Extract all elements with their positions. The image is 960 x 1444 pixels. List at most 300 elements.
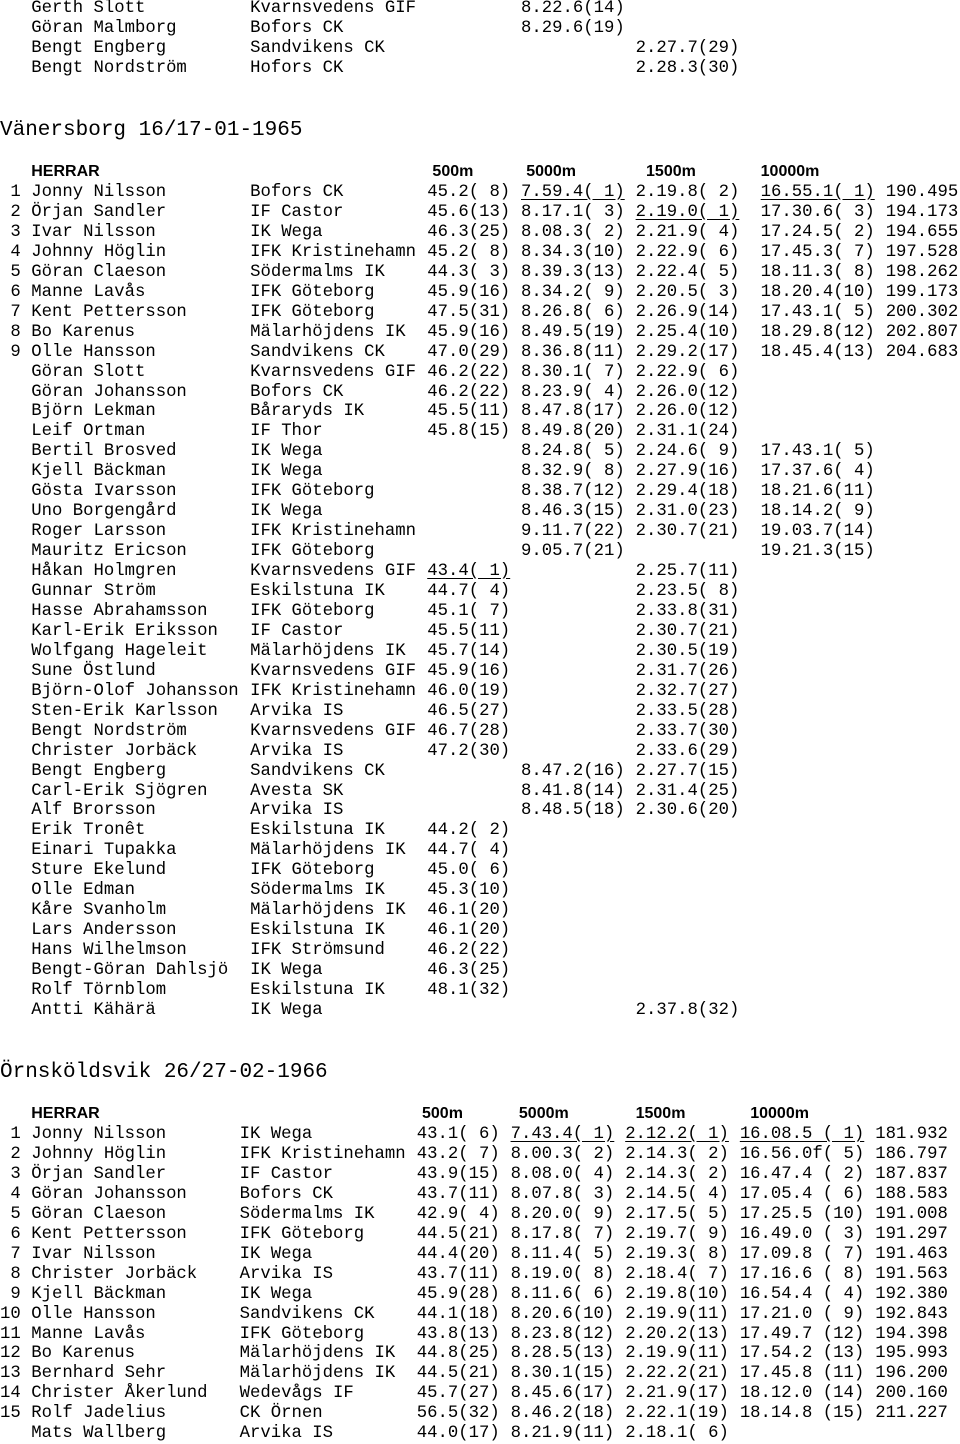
athlete-cell: Göran Malmborg [31,18,177,38]
club-cell: Eskilstuna IK [250,981,385,1000]
athlete-cell: Sten-Erik Karlsson [31,701,218,721]
points-cell: 198.262 [885,262,959,282]
rank-cell: 15 [0,1404,21,1424]
t1500-cell: 2.26.0(12) [635,402,740,422]
athlete-cell: Manne Lavås [31,282,146,302]
t10000-cell: 17.45.8 (11) [739,1364,865,1384]
club-cell: Eskilstuna IK [250,921,385,941]
athlete-cell: Göran Johansson [31,382,187,402]
t500-cell: 44.4(20) [416,1244,500,1264]
section-title: Örnsköldsvik 26/27-02-1966 [0,1061,328,1084]
athlete-cell: Ivar Nilsson [31,222,156,242]
points-cell: 199.173 [885,282,959,302]
athlete-cell: Gerth Slott [31,0,146,18]
club-cell: Kvarnsvedens GIF [250,721,417,741]
t5000-cell: 7.43.4( 1) [510,1125,615,1144]
t1500-cell: 2.22.2(21) [625,1364,729,1384]
athlete-cell: Johnny Höglin [31,242,167,262]
club-cell: Kvarnsvedens GIF [250,0,417,18]
t1500-cell: 2.31.4(25) [635,781,740,801]
rank-cell: 7 [10,302,21,322]
t500-cell: 47.5(31) [427,302,511,322]
header-5000m: 5000m [518,1105,569,1122]
rank-cell: 1 [10,1125,21,1144]
points-cell: 191.297 [875,1224,948,1244]
t10000-cell: 17.24.5( 2) [760,222,875,242]
t10000-cell: 19.03.7(14) [760,522,875,542]
club-cell: IFK Kristinehamn [239,1144,406,1164]
club-cell: Arvika IS [239,1264,333,1284]
athlete-cell: Björn-Olof Johansson [31,681,239,701]
athlete-cell: Christer Jorbäck [31,1264,198,1284]
t10000-cell: 18.14.8 (15) [739,1404,865,1424]
club-cell: Bofors CK [250,18,344,38]
club-cell: Arvika IS [250,741,344,761]
rank-cell: 13 [0,1364,21,1384]
t5000-cell: 8.11.6( 6) [510,1284,615,1304]
t5000-cell: 8.00.3( 2) [510,1144,615,1164]
athlete-cell: Bengt Nordström [31,721,187,741]
club-cell: IF Castor [250,621,344,641]
t10000-cell: 16.49.0 ( 3) [739,1224,865,1244]
t1500-cell: 2.18.1( 6) [625,1424,729,1444]
athlete-cell: Bengt Engberg [31,38,167,58]
t500-cell: 45.1( 7) [427,601,511,621]
t10000-cell: 18.29.8(12) [760,322,875,342]
t1500-cell: 2.37.8(32) [635,1000,740,1020]
t1500-cell: 2.20.5( 3) [635,282,740,302]
athlete-cell: Manne Lavås [31,1324,146,1344]
t10000-cell: 16.56.0f( 5) [739,1144,865,1164]
club-cell: Avesta SK [250,781,344,801]
t500-cell: 45.9(16) [427,661,511,681]
t5000-cell: 8.08.3( 2) [521,222,625,242]
t500-cell: 46.1(20) [427,901,511,921]
rank-cell: 5 [10,262,21,282]
points-cell: 200.160 [875,1384,948,1404]
athlete-cell: Carl-Erik Sjögren [31,781,208,801]
club-cell: IFK Strömsund [250,941,385,961]
rank-cell: 12 [0,1344,21,1364]
club-cell: Mälarhöjdens IK [250,641,406,661]
t10000-cell: 18.20.4(10) [760,282,875,302]
athlete-cell: Olle Edman [31,881,135,901]
t1500-cell: 2.25.7(11) [635,562,740,582]
t10000-cell: 17.43.1( 5) [760,302,875,322]
t1500-cell: 2.27.7(29) [635,38,740,58]
t500-cell: 44.1(18) [416,1304,500,1324]
athlete-cell: Lars Andersson [31,921,177,941]
athlete-cell: Jonny Nilsson [31,183,167,202]
athlete-cell: Gösta Ivarsson [31,482,177,502]
club-cell: Sandvikens CK [250,761,385,781]
t500-cell: 45.9(16) [427,322,511,342]
t1500-cell: 2.19.9(11) [625,1304,729,1324]
club-cell: Arvika IS [239,1424,333,1444]
club-cell: Kvarnsvedens GIF [250,661,417,681]
points-cell: 194.398 [875,1324,948,1344]
t5000-cell: 8.19.0( 8) [510,1264,615,1284]
athlete-cell: Leif Ortman [31,422,146,442]
t5000-cell: 8.30.1(15) [510,1364,615,1384]
athlete-cell: Björn Lekman [31,402,156,422]
rank-cell: 2 [10,1144,21,1164]
athlete-cell: Mauritz Ericson [31,542,187,562]
athlete-cell: Olle Hansson [31,342,156,362]
t5000-cell: 8.23.9( 4) [521,382,625,402]
t500-cell: 43.2( 7) [416,1144,500,1164]
t500-cell: 46.2(22) [427,941,511,961]
rank-cell: 4 [10,1184,21,1204]
club-cell: IF Thor [250,422,323,442]
t5000-cell: 8.08.0( 4) [510,1164,615,1184]
t500-cell: 46.5(27) [427,701,511,721]
t1500-cell: 2.18.4( 7) [625,1264,729,1284]
athlete-cell: Roger Larsson [31,522,167,542]
points-cell: 202.807 [885,322,959,342]
club-cell: Eskilstuna IK [250,821,385,841]
t10000-cell: 17.05.4 ( 6) [739,1184,865,1204]
club-cell: IF Castor [239,1164,333,1184]
athlete-cell: Karl-Erik Eriksson [31,621,218,641]
points-cell: 211.227 [875,1404,948,1424]
club-cell: Mälarhöjdens IK [250,901,406,921]
t1500-cell: 2.30.5(19) [635,641,740,661]
club-cell: IFK Kristinehamn [250,522,417,542]
t500-cell: 45.7(14) [427,641,511,661]
points-cell: 200.302 [885,302,959,322]
athlete-cell: Göran Claeson [31,262,167,282]
t5000-cell: 7.59.4( 1) [521,183,625,202]
rank-cell: 6 [10,282,21,302]
t5000-cell: 8.07.8( 3) [510,1184,615,1204]
athlete-cell: Bengt Engberg [31,761,167,781]
club-cell: Bofors CK [250,382,344,402]
t10000-cell: 17.09.8 ( 7) [739,1244,865,1264]
header-5000m: 5000m [526,163,577,180]
club-cell: Sandvikens CK [250,38,385,58]
t5000-cell: 8.38.7(12) [521,482,625,502]
athlete-cell: Örjan Sandler [31,202,167,222]
t1500-cell: 2.23.5( 8) [635,582,740,601]
t500-cell: 44.0(17) [416,1424,500,1444]
t500-cell: 48.1(32) [427,981,511,1000]
t1500-cell: 2.26.9(14) [635,302,740,322]
athlete-cell: Bo Karenus [31,1344,135,1364]
rank-cell: 8 [10,1264,21,1284]
t10000-cell: 17.43.1( 5) [760,442,875,462]
t500-cell: 43.1( 6) [416,1125,500,1144]
t500-cell: 44.7( 4) [427,841,511,861]
athlete-cell: Christer Jorbäck [31,741,198,761]
club-cell: Mälarhöjdens IK [250,322,406,342]
t1500-cell: 2.24.6( 9) [635,442,740,462]
t500-cell: 44.8(25) [416,1344,500,1364]
club-cell: IFK Göteborg [250,302,375,322]
t500-cell: 44.7( 4) [427,582,511,601]
t1500-cell: 2.21.9( 4) [635,222,740,242]
club-cell: IFK Göteborg [250,601,375,621]
points-cell: 191.563 [875,1264,948,1284]
club-cell: IFK Göteborg [250,482,375,502]
rank-cell: 6 [10,1224,21,1244]
athlete-cell: Göran Slott [31,362,146,382]
athlete-cell: Kent Pettersson [31,1224,187,1244]
t10000-cell: 18.12.0 (14) [739,1384,865,1404]
t500-cell: 45.9(16) [427,282,511,302]
athlete-cell: Erik Tronêt [31,821,146,841]
t10000-cell: 16.55.1( 1) [760,183,875,202]
athlete-cell: Kjell Bäckman [31,462,167,482]
t500-cell: 44.5(21) [416,1224,500,1244]
t1500-cell: 2.33.6(29) [635,741,740,761]
club-cell: IK Wega [250,442,323,462]
t5000-cell: 8.24.8( 5) [521,442,625,462]
t500-cell: 45.5(11) [427,621,511,641]
header-10000m: 10000m [750,1105,809,1122]
rank-cell: 9 [10,342,21,362]
t10000-cell: 17.45.3( 7) [760,242,875,262]
t1500-cell: 2.27.9(16) [635,462,740,482]
t5000-cell: 8.46.3(15) [521,502,625,522]
points-cell: 194.655 [885,222,959,242]
t5000-cell: 8.20.0( 9) [510,1204,615,1224]
t5000-cell: 8.46.2(18) [510,1404,615,1424]
t500-cell: 45.9(28) [416,1284,500,1304]
club-cell: Mälarhöjdens IK [239,1344,396,1364]
club-cell: IFK Göteborg [250,861,375,881]
t500-cell: 45.5(11) [427,402,511,422]
club-cell: Södermalms IK [239,1204,375,1224]
athlete-cell: Christer Åkerlund [31,1384,208,1404]
group-heading: HERRAR [31,163,100,180]
t500-cell: 45.6(13) [427,202,511,222]
athlete-cell: Kent Pettersson [31,302,187,322]
club-cell: IF Castor [250,202,344,222]
athlete-cell: Sture Ekelund [31,861,167,881]
athlete-cell: Bengt-Göran Dahlsjö [31,961,229,981]
rank-cell: 3 [10,222,21,242]
points-cell: 194.173 [885,202,959,222]
t500-cell: 45.3(10) [427,881,511,901]
club-cell: IFK Kristinehamn [250,242,417,262]
athlete-cell: Uno Borgengård [31,502,177,522]
t500-cell: 45.2( 8) [427,242,511,262]
athlete-cell: Göran Johansson [31,1184,187,1204]
club-cell: Sandvikens CK [250,342,385,362]
t1500-cell: 2.32.7(27) [635,681,740,701]
t1500-cell: 2.30.7(21) [635,522,740,542]
club-cell: IFK Göteborg [250,542,375,562]
t1500-cell: 2.31.0(23) [635,502,740,522]
t10000-cell: 19.21.3(15) [760,542,875,562]
t500-cell: 43.7(11) [416,1184,500,1204]
t5000-cell: 8.28.5(13) [510,1344,615,1364]
t5000-cell: 8.26.8( 6) [521,302,625,322]
points-cell: 181.932 [875,1125,948,1144]
athlete-cell: Alf Brorsson [31,801,156,821]
t10000-cell: 17.16.6 ( 8) [739,1264,865,1284]
t500-cell: 42.9( 4) [416,1204,500,1224]
athlete-cell: Kåre Svanholm [31,901,167,921]
rank-cell: 11 [0,1324,21,1344]
t1500-cell: 2.30.7(21) [635,621,740,641]
club-cell: IK Wega [250,222,323,242]
t1500-cell: 2.33.7(30) [635,721,740,741]
points-cell: 188.583 [875,1184,948,1204]
club-cell: CK Örnen [239,1404,323,1424]
athlete-cell: Göran Claeson [31,1204,167,1224]
club-cell: IFK Göteborg [239,1324,365,1344]
athlete-cell: Gunnar Ström [31,582,156,601]
t1500-cell: 2.14.5( 4) [625,1184,729,1204]
t5000-cell: 8.11.4( 5) [510,1244,615,1264]
club-cell: Wedevågs IF [239,1384,354,1404]
points-cell: 190.495 [885,183,959,202]
t500-cell: 44.2( 2) [427,821,511,841]
points-cell: 192.843 [875,1304,948,1324]
t1500-cell: 2.22.1(19) [625,1404,729,1424]
athlete-cell: Bengt Nordström [31,58,187,78]
athlete-cell: Örjan Sandler [31,1164,167,1184]
t500-cell: 45.7(27) [416,1384,500,1404]
t500-cell: 43.9(15) [416,1164,500,1184]
t5000-cell: 9.11.7(22) [521,522,625,542]
club-cell: IK Wega [239,1244,313,1264]
club-cell: IK Wega [239,1125,313,1144]
athlete-cell: Bernhard Sehr [31,1364,167,1384]
t1500-cell: 2.26.0(12) [635,382,740,402]
t10000-cell: 17.30.6( 3) [760,202,875,222]
t5000-cell: 8.22.6(14) [521,0,625,18]
points-cell: 187.837 [875,1164,948,1184]
points-cell: 196.200 [875,1364,948,1384]
athlete-cell: Bo Karenus [31,322,135,342]
t1500-cell: 2.30.6(20) [635,801,740,821]
t500-cell: 45.8(15) [427,422,511,442]
t500-cell: 46.7(28) [427,721,511,741]
t1500-cell: 2.22.9( 6) [635,242,740,262]
club-cell: IFK Göteborg [239,1224,365,1244]
t5000-cell: 8.29.6(19) [521,18,625,38]
club-cell: IK Wega [250,462,323,482]
t1500-cell: 2.31.7(26) [635,661,740,681]
rank-cell: 4 [10,242,21,262]
athlete-cell: Jonny Nilsson [31,1125,167,1144]
t5000-cell: 8.39.3(13) [521,262,625,282]
t5000-cell: 8.45.6(17) [510,1384,615,1404]
t5000-cell: 8.17.8( 7) [510,1224,615,1244]
header-500m: 500m [432,163,474,180]
rank-cell: 3 [10,1164,21,1184]
t5000-cell: 8.36.8(11) [521,342,625,362]
t5000-cell: 8.34.3(10) [521,242,625,262]
t1500-cell: 2.19.8(10) [625,1284,729,1304]
club-cell: IFK Göteborg [250,282,375,302]
athlete-cell: Olle Hansson [31,1304,156,1324]
athlete-cell: Sune Östlund [31,661,156,681]
t1500-cell: 2.19.7( 9) [625,1224,729,1244]
t10000-cell: 18.14.2( 9) [760,502,875,522]
t1500-cell: 2.19.3( 8) [625,1244,729,1264]
t1500-cell: 2.20.2(13) [625,1324,729,1344]
t1500-cell: 2.33.8(31) [635,601,740,621]
t500-cell: 44.3( 3) [427,262,511,282]
t5000-cell: 9.05.7(21) [521,542,625,562]
club-cell: Hofors CK [250,58,344,78]
t1500-cell: 2.25.4(10) [635,322,740,342]
t10000-cell: 18.45.4(13) [760,342,875,362]
t10000-cell: 17.25.5 (10) [739,1204,865,1224]
t500-cell: 46.3(25) [427,961,511,981]
athlete-cell: Hans Wilhelmson [31,941,187,961]
t1500-cell: 2.19.8( 2) [635,183,740,202]
t500-cell: 43.8(13) [416,1324,500,1344]
t1500-cell: 2.21.9(17) [625,1384,729,1404]
t500-cell: 56.5(32) [416,1404,500,1424]
club-cell: Södermalms IK [250,881,385,901]
points-cell: 204.683 [885,342,959,362]
t500-cell: 47.2(30) [427,741,511,761]
athlete-cell: Johnny Höglin [31,1144,167,1164]
athlete-cell: Rolf Jadelius [31,1404,167,1424]
t10000-cell: 18.11.3( 8) [760,262,875,282]
athlete-cell: Bertil Brosved [31,442,177,462]
t500-cell: 47.0(29) [427,342,511,362]
t500-cell: 44.5(21) [416,1364,500,1384]
t500-cell: 45.0( 6) [427,861,511,881]
athlete-cell: Mats Wallberg [31,1424,167,1444]
t10000-cell: 17.37.6( 4) [760,462,875,482]
rank-cell: 14 [0,1384,21,1404]
rank-cell: 7 [10,1244,21,1264]
club-cell: Arvika IS [250,801,344,821]
points-cell: 186.797 [875,1144,948,1164]
t1500-cell: 2.33.5(28) [635,701,740,721]
t5000-cell: 8.20.6(10) [510,1304,615,1324]
club-cell: Båraryds IK [250,402,365,422]
t5000-cell: 8.49.8(20) [521,422,625,442]
t10000-cell: 17.54.2 (13) [739,1344,865,1364]
club-cell: Kvarnsvedens GIF [250,362,417,382]
points-cell: 192.380 [875,1284,948,1304]
t5000-cell: 8.47.2(16) [521,761,625,781]
header-1500m: 1500m [635,1105,686,1122]
club-cell: IK Wega [250,1000,323,1020]
t500-cell: 46.1(20) [427,921,511,941]
t1500-cell: 2.14.3( 2) [625,1164,729,1184]
t10000-cell: 16.47.4 ( 2) [739,1164,865,1184]
t5000-cell: 8.17.1( 3) [521,202,625,222]
athlete-cell: Antti Kähärä [31,1000,156,1020]
t500-cell: 46.2(22) [427,382,511,402]
t5000-cell: 8.21.9(11) [510,1424,615,1444]
t1500-cell: 2.31.1(24) [635,422,740,442]
points-cell: 197.528 [885,242,959,262]
t5000-cell: 8.23.8(12) [510,1324,615,1344]
section-title: Vänersborg 16/17-01-1965 [0,119,303,142]
athlete-cell: Håkan Holmgren [31,562,177,582]
athlete-cell: Kjell Bäckman [31,1284,167,1304]
header-500m: 500m [422,1105,463,1122]
rank-cell: 1 [10,183,21,202]
club-cell: Sandvikens CK [239,1304,375,1324]
group-heading: HERRAR [31,1105,100,1122]
t500-cell: 45.2( 8) [427,183,511,202]
t5000-cell: 8.32.9( 8) [521,462,625,482]
club-cell: Mälarhöjdens IK [239,1364,396,1384]
t1500-cell: 2.22.9( 6) [635,362,740,382]
